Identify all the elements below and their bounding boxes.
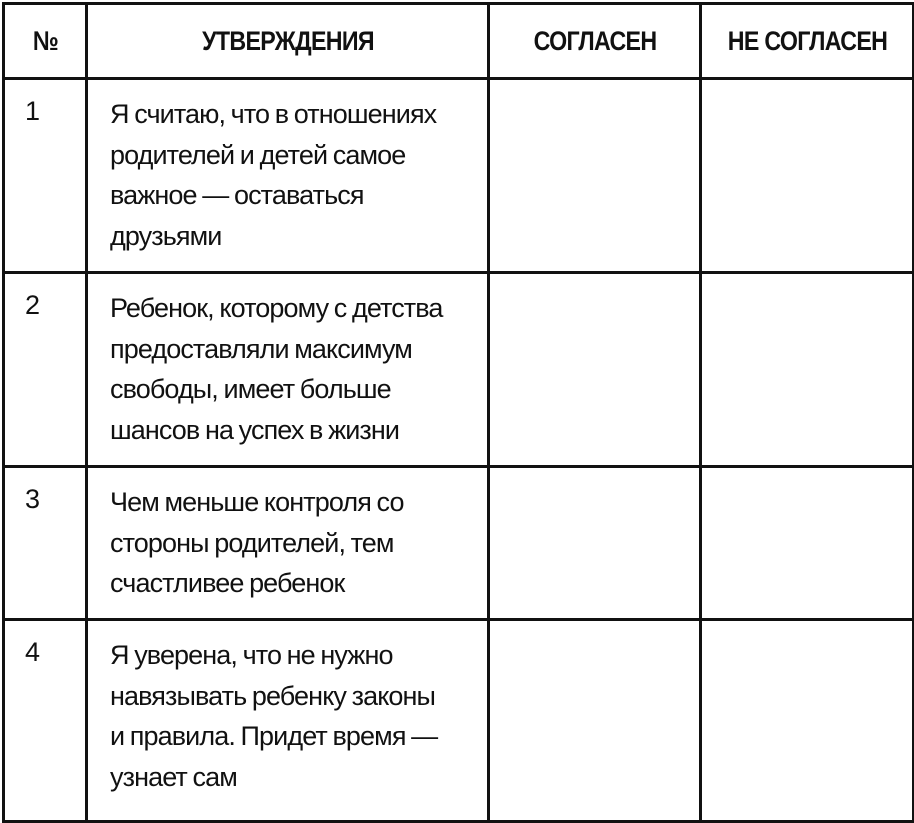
row-number: 4 [4, 620, 87, 822]
table-row [4, 79, 914, 273]
disagree-cell[interactable] [701, 467, 914, 620]
row-statement [87, 273, 489, 467]
header-number: № [9, 4, 80, 79]
survey-table-frame [2, 2, 912, 820]
agree-cell[interactable] [489, 620, 701, 822]
header-row [4, 4, 914, 79]
survey-table [2, 2, 914, 823]
row-number: 1 [4, 79, 87, 273]
agree-cell[interactable] [489, 467, 701, 620]
statement-text: Чем меньше контроля со стороны родителей, тем счастливее ребенок [110, 487, 404, 598]
statement-text: Ребенок, которому с детства предоставляли максимум свободы, имеет больше шансов на успех в жизни [110, 293, 443, 445]
row-number: 2 [4, 273, 87, 467]
row-statement [87, 79, 489, 273]
table-row [4, 467, 914, 620]
table-row [4, 273, 914, 467]
row-statement [87, 467, 489, 620]
agree-cell[interactable] [489, 79, 701, 273]
row-statement [87, 620, 489, 822]
disagree-cell[interactable] [701, 620, 914, 822]
agree-cell[interactable] [489, 273, 701, 467]
header-agree: СОГЛАСЕН [503, 4, 685, 79]
header-statements: УТВЕРЖДЕНИЯ [115, 4, 461, 79]
table-row [4, 620, 914, 822]
header-disagree: НЕ СОГЛАСЕН [715, 4, 898, 79]
row-number: 3 [4, 467, 87, 620]
statement-text: Я считаю, что в отношениях родителей и детей самое важное — оставаться друзьями [110, 99, 437, 251]
disagree-cell[interactable] [701, 273, 914, 467]
statement-text: Я уверена, что не нужно навязывать ребенку законы и правила. Придет время — узнает сам [110, 640, 438, 792]
disagree-cell[interactable] [701, 79, 914, 273]
